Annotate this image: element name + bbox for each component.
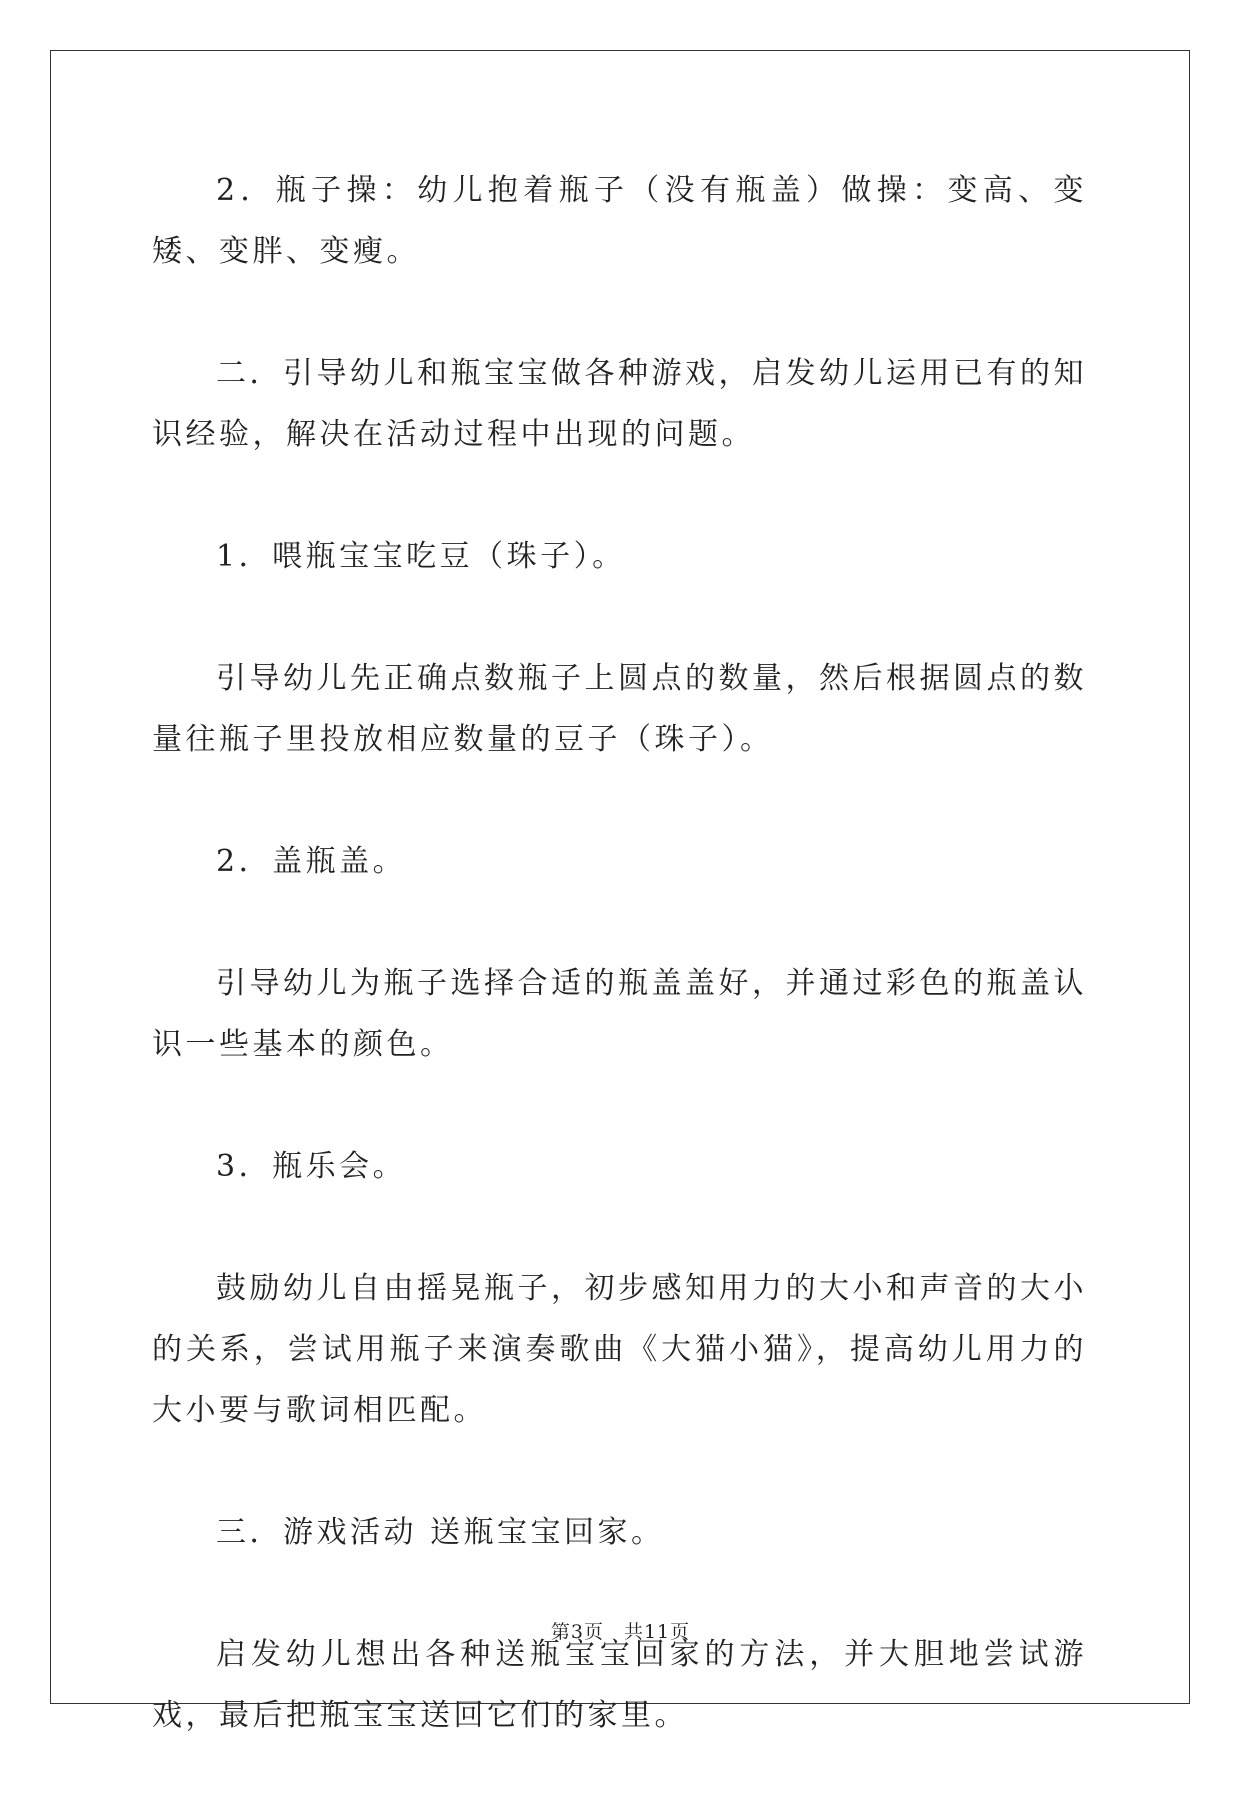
paragraph: 2．瓶子操：幼儿抱着瓶子（没有瓶盖）做操：变高、变矮、变胖、变瘦。	[152, 173, 1087, 269]
paragraph: 启发幼儿想出各种送瓶宝宝回家的方法，并大胆地尝试游戏，最后把瓶宝宝送回它们的家里。	[152, 1637, 1087, 1733]
document-body	[152, 160, 1087, 1807]
paragraph: 二．引导幼儿和瓶宝宝做各种游戏，启发幼儿运用已有的知识经验，解决在活动过程中出现的问题。	[152, 356, 1087, 452]
paragraph: 3．瓶乐会。	[216, 1149, 407, 1184]
paragraph: 引导幼儿先正确点数瓶子上圆点的数量，然后根据圆点的数量往瓶子里投放相应数量的豆子（珠子）。	[152, 661, 1087, 757]
paragraph: 鼓励幼儿自由摇晃瓶子，初步感知用力的大小和声音的大小的关系，尝试用瓶子来演奏歌曲《大猫小猫》，提高幼儿用力的大小要与歌词相匹配。	[152, 1271, 1087, 1428]
paragraph: 1．喂瓶宝宝吃豆（珠子）。	[216, 539, 626, 574]
paragraph: 三．游戏活动 送瓶宝宝回家。	[216, 1515, 665, 1550]
page-number-footer: 第3页 共11页	[550, 1621, 691, 1643]
paragraph: 引导幼儿为瓶子选择合适的瓶盖盖好，并通过彩色的瓶盖认识一些基本的颜色。	[152, 966, 1087, 1062]
paragraph: 2．盖瓶盖。	[216, 844, 407, 879]
